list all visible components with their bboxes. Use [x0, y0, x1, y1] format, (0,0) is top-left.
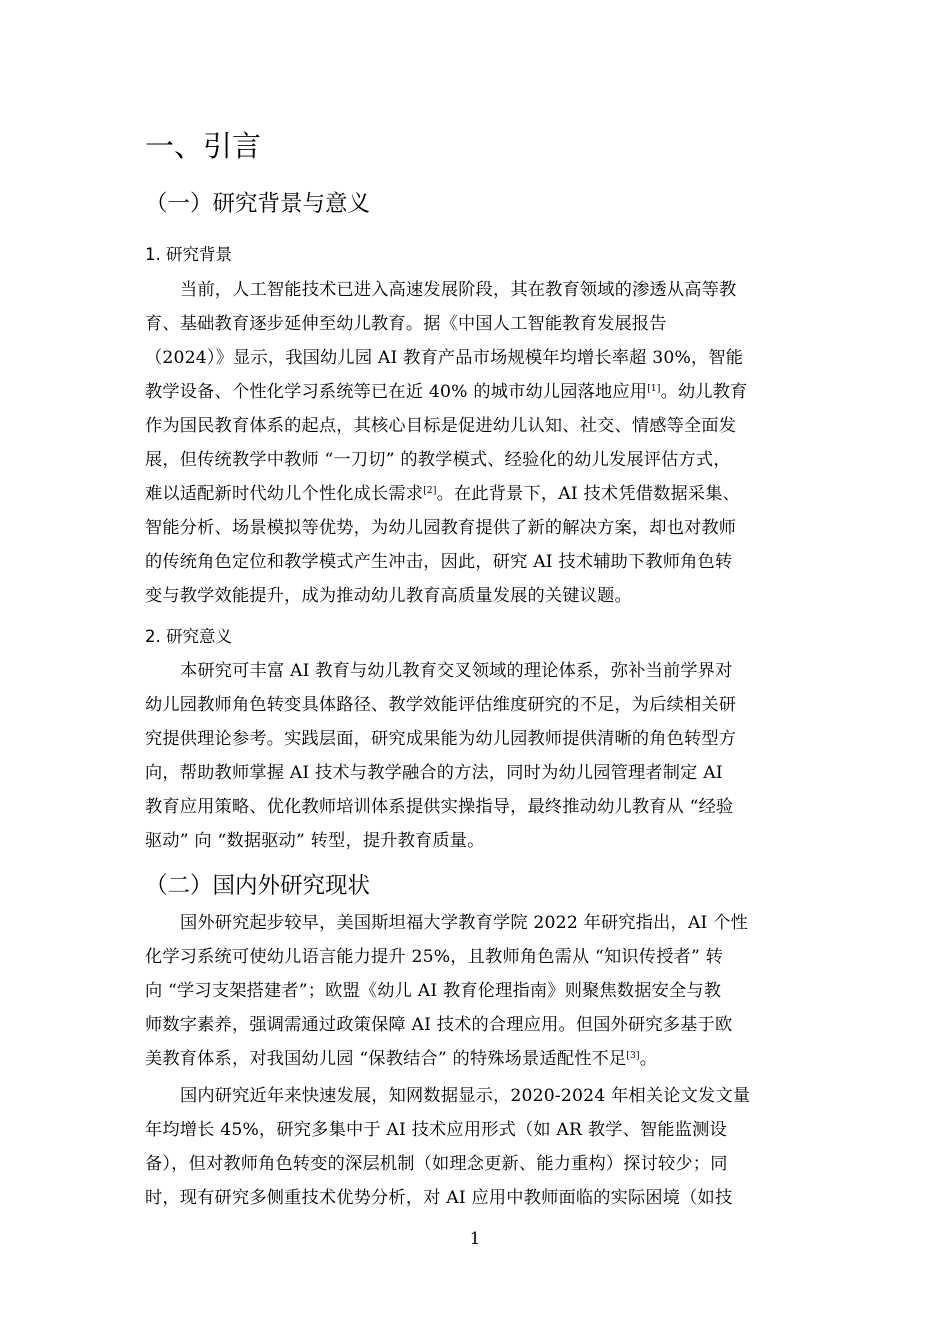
paragraph-domestic-research [145, 1079, 805, 1215]
text-line: 智能分析、场景模拟等优势，为幼儿园教育提供了新的解决方案，却也对教师 [145, 518, 737, 538]
text-line [145, 1042, 805, 1076]
text-line: 师数字素养，强调需通过政策保障 AI 技术的合理应用。但国外研究多基于欧 [145, 1015, 733, 1035]
text-line: 作为国民教育体系的起点，其核心目标是促进幼儿认知、社交、情感等全面发 [145, 416, 737, 436]
section-heading-background: （一）研究背景与意义 [145, 191, 371, 217]
text-line: 的传统角色定位和教学模式产生冲击，因此，研究 AI 技术辅助下教师角色转 [145, 552, 733, 572]
text-line: 教育应用策略、优化教师培训体系提供实操指导，最终推动幼儿教育从 “经验 [145, 797, 734, 817]
paragraph-background [145, 273, 805, 613]
text-line [145, 477, 805, 511]
text-line: 国外研究起步较早，美国斯坦福大学教育学院 2022 年研究指出，AI 个性 [180, 913, 748, 933]
citation-2: [2] [423, 486, 437, 496]
subsection-heading-significance: 2. 研究意义 [145, 627, 232, 646]
text-line: 备），但对教师角色转变的深层机制（如理念更新、能力重构）探讨较少；同 [145, 1154, 728, 1174]
text-run: 。幼儿教育 [660, 382, 748, 402]
text-run: 教学设备、个性化学习系统等已在近 40% 的城市幼儿园落地应用 [145, 382, 648, 402]
text-line: 本研究可丰富 AI 教育与幼儿教育交叉领域的理论体系，弥补当前学界对 [180, 661, 733, 681]
text-line [145, 375, 805, 409]
section-heading-research-status: （二）国内外研究现状 [145, 873, 371, 899]
text-line: 国内研究近年来快速发展，知网数据显示，2020-2024 年相关论文发文量 [180, 1086, 751, 1106]
text-run: 。在此背景下，AI 技术凭借数据采集、 [436, 484, 741, 504]
text-line: 年均增长 45%，研究多集中于 AI 技术应用形式（如 AR 教学、智能监测设 [145, 1120, 727, 1140]
text-run: 。 [639, 1049, 658, 1069]
text-line: 向 “学习支架搭建者”；欧盟《幼儿 AI 教育伦理指南》则聚焦数据安全与教 [145, 981, 722, 1001]
text-run: 难以适配新时代幼儿个性化成长需求 [145, 484, 424, 504]
subsection-heading-background: 1. 研究背景 [145, 245, 232, 264]
text-line: 幼儿园教师角色转变具体路径、教学效能评估维度研究的不足，为后续相关研 [145, 695, 737, 715]
chapter-heading: 一、引言 [145, 129, 262, 163]
text-line: 向，帮助教师掌握 AI 技术与教学融合的方法，同时为幼儿园管理者制定 AI [145, 763, 723, 783]
text-line: 究提供理论参考。实践层面，研究成果能为幼儿园教师提供清晰的角色转型方 [145, 729, 737, 749]
citation-1: [1] [647, 384, 661, 394]
text-line: （2024）》显示，我国幼儿园 AI 教育产品市场规模年均增长率超 30%，智能 [145, 348, 744, 368]
text-line: 时，现有研究多侧重技术优势分析，对 AI 应用中教师面临的实际困境（如技 [145, 1188, 733, 1208]
text-line: 驱动” 向 “数据驱动” 转型，提升教育质量。 [145, 831, 485, 851]
text-line: 育、基础教育逐步延伸至幼儿教育。据《中国人工智能教育发展报告 [145, 314, 667, 334]
text-line: 当前，人工智能技术已进入高速发展阶段，其在教育领域的渗透从高等教 [180, 280, 737, 300]
paragraph-significance [145, 654, 805, 858]
citation-3: [3] [626, 1051, 640, 1061]
page-number: 1 [469, 1229, 481, 1248]
paragraph-foreign-research [145, 906, 805, 1076]
text-line: 变与教学效能提升，成为推动幼儿教育高质量发展的关键议题。 [145, 586, 632, 606]
text-line: 展，但传统教学中教师 “一刀切” 的教学模式、经验化的幼儿发展评估方式， [145, 450, 731, 470]
text-line: 化学习系统可使幼儿语言能力提升 25%，且教师角色需从 “知识传授者” 转 [145, 947, 724, 967]
text-run: 美教育体系，对我国幼儿园 “保教结合” 的特殊场景适配性不足 [145, 1049, 627, 1069]
